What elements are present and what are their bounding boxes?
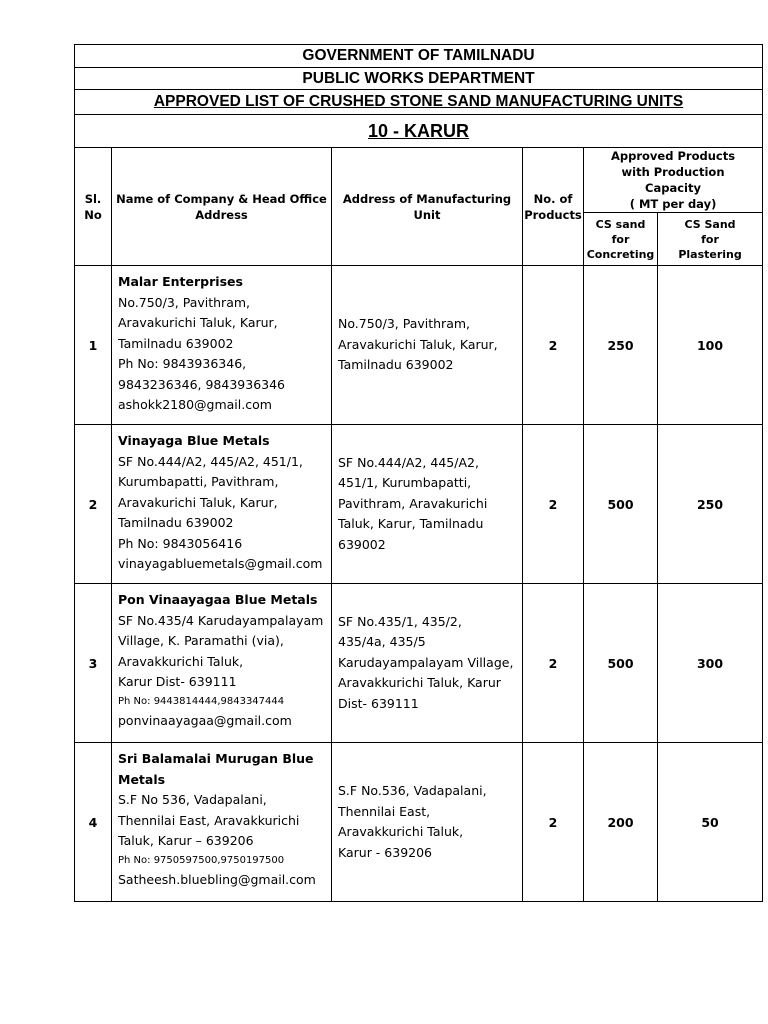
unit-address-line: 639002: [338, 536, 386, 552]
company-email: vinayagabluemetals@gmail.com: [118, 556, 323, 571]
column-header-address: [332, 148, 523, 266]
company-name: Sri Balamalai Murugan Blue: [118, 751, 314, 766]
column-header-company-line: Name of Company & Head Office: [116, 191, 327, 206]
column-header-company: [112, 148, 332, 266]
unit-address-line: Aravakkurichi Taluk, Karur: [338, 675, 501, 691]
column-header-approved-line: ( MT per day): [629, 197, 717, 211]
document-page: [74, 44, 762, 902]
company-address-line: Village, K. Paramathi (via),: [118, 633, 284, 648]
column-header-sl-no-line: No: [84, 207, 102, 222]
cs-concreting-capacity: 500: [584, 584, 658, 743]
units-table: [74, 44, 763, 902]
column-header-cs-plastering: [658, 213, 763, 266]
cs-concreting-capacity: 250: [584, 266, 658, 425]
unit-address-line: Taluk, Karur, Tamilnadu: [338, 516, 484, 532]
unit-address-line: Pavithram, Aravakurichi: [338, 495, 488, 511]
company-name-continued: Metals: [118, 771, 166, 787]
cs-plastering-capacity: 250: [658, 425, 763, 584]
unit-address-line: S.F No.536, Vadapalani,: [338, 783, 487, 798]
company-email: Satheesh.bluebling@gmail.com: [118, 871, 316, 887]
company-address-line: SF No.435/4 Karudayampalayam: [118, 612, 324, 628]
column-header-sl-no: [75, 148, 112, 266]
company-address-line: Thennilai East, Aravakkurichi: [118, 812, 300, 828]
column-header-approved-line: Approved Products: [611, 149, 736, 163]
column-header-cs-concreting-line: for: [611, 232, 630, 246]
company-address-line: S.F No 536, Vadapalani,: [118, 792, 267, 807]
row-sl-no: 3: [75, 584, 112, 743]
unit-address-line: 435/4a, 435/5: [338, 634, 426, 650]
company-address-line: Karur Dist- 639111: [118, 674, 237, 689]
list-title: APPROVED LIST OF CRUSHED STONE SAND MANUFACTURING UNITS: [75, 90, 763, 115]
row-sl-no: 4: [75, 743, 112, 902]
cs-concreting-capacity: 500: [584, 425, 658, 584]
cs-plastering-capacity: 50: [658, 743, 763, 902]
products-count: 2: [523, 743, 584, 902]
company-phone: Ph No: 9843936346,: [118, 356, 247, 371]
cs-plastering-capacity: 300: [658, 584, 763, 743]
unit-address-cell: [332, 425, 523, 584]
column-header-approved-line: with Production: [621, 165, 725, 179]
company-address-line: Kurumbapatti, Pavithram,: [118, 474, 279, 489]
unit-address-line: SF No.444/A2, 445/A2,: [338, 454, 479, 470]
unit-address-cell: [332, 743, 523, 902]
column-header-products: [523, 148, 584, 266]
column-header-products-line: No. of: [533, 191, 573, 206]
company-address-line: Aravakurichi Taluk, Karur,: [118, 494, 278, 510]
company-cell: [112, 743, 332, 902]
column-header-company-line: Address: [195, 207, 248, 222]
row-sl-no: 2: [75, 425, 112, 584]
unit-address-line: Thennilai East,: [338, 803, 431, 819]
company-phone: Ph No: 9843056416: [118, 535, 243, 551]
column-header-approved: [584, 148, 763, 213]
company-phone: Ph No: 9750597500,9750197500: [118, 854, 285, 866]
column-header-cs-concreting-line: CS sand: [595, 217, 646, 231]
unit-address-cell: [332, 266, 523, 425]
row-sl-no: 1: [75, 266, 112, 425]
company-cell: [112, 584, 332, 743]
unit-address-line: Dist- 639111: [338, 695, 419, 711]
cs-concreting-capacity: 200: [584, 743, 658, 902]
company-name: Malar Enterprises: [118, 274, 243, 289]
district-title: 10 - KARUR: [75, 115, 763, 148]
company-cell: [112, 425, 332, 584]
column-header-approved-line: Capacity: [645, 181, 701, 195]
company-phone: 9843236346, 9843936346: [118, 376, 286, 392]
products-count: 2: [523, 584, 584, 743]
company-name: Vinayaga Blue Metals: [118, 433, 270, 448]
unit-address-line: No.750/3, Pavithram,: [338, 316, 471, 332]
company-email: ponvinaayagaa@gmail.com: [118, 712, 292, 728]
column-header-cs-concreting-line: Concreting: [586, 247, 655, 261]
unit-address-line: 451/1, Kurumbapatti,: [338, 475, 472, 491]
company-address-line: Taluk, Karur – 639206: [118, 833, 254, 848]
unit-address-line: Karur - 639206: [338, 844, 433, 860]
company-address-line: Tamilnadu 639002: [118, 515, 234, 530]
products-count: 2: [523, 266, 584, 425]
unit-address-line: Aravakurichi Taluk, Karur,: [338, 336, 498, 352]
company-email: ashokk2180@gmail.com: [118, 397, 272, 412]
company-address-line: Aravakkurichi Taluk,: [118, 653, 244, 669]
department-title: PUBLIC WORKS DEPARTMENT: [75, 68, 763, 90]
unit-address-line: SF No.435/1, 435/2,: [338, 613, 462, 629]
unit-address-cell: [332, 584, 523, 743]
government-title: GOVERNMENT OF TAMILNADU: [75, 45, 763, 68]
column-header-cs-plastering-line: CS Sand: [684, 217, 736, 231]
column-header-address-line: Unit: [413, 207, 441, 222]
column-header-address-line: Address of Manufacturing: [342, 191, 512, 206]
column-header-products-line: Products: [524, 207, 582, 222]
products-count: 2: [523, 425, 584, 584]
column-header-sl-no-line: Sl.: [84, 191, 102, 206]
cs-plastering-capacity: 100: [658, 266, 763, 425]
unit-address-line: Tamilnadu 639002: [338, 357, 454, 373]
company-phone: Ph No: 9443814444,9843347444: [118, 695, 285, 707]
company-address-line: Aravakurichi Taluk, Karur,: [118, 315, 278, 330]
company-address-line: No.750/3, Pavithram,: [118, 294, 251, 310]
column-header-cs-plastering-line: Plastering: [678, 247, 742, 261]
table-row: [75, 584, 763, 743]
table-row: [75, 425, 763, 584]
unit-address-line: Karudayampalayam Village,: [338, 654, 514, 670]
company-name: Pon Vinaayagaa Blue Metals: [118, 592, 318, 607]
table-row: [75, 743, 763, 902]
company-address-line: SF No.444/A2, 445/A2, 451/1,: [118, 453, 303, 469]
column-header-cs-plastering-line: for: [701, 232, 719, 246]
company-cell: [112, 266, 332, 425]
unit-address-line: Aravakkurichi Taluk,: [338, 824, 464, 839]
column-header-cs-concreting: [584, 213, 658, 266]
company-address-line: Tamilnadu 639002: [118, 335, 234, 351]
table-row: [75, 266, 763, 425]
